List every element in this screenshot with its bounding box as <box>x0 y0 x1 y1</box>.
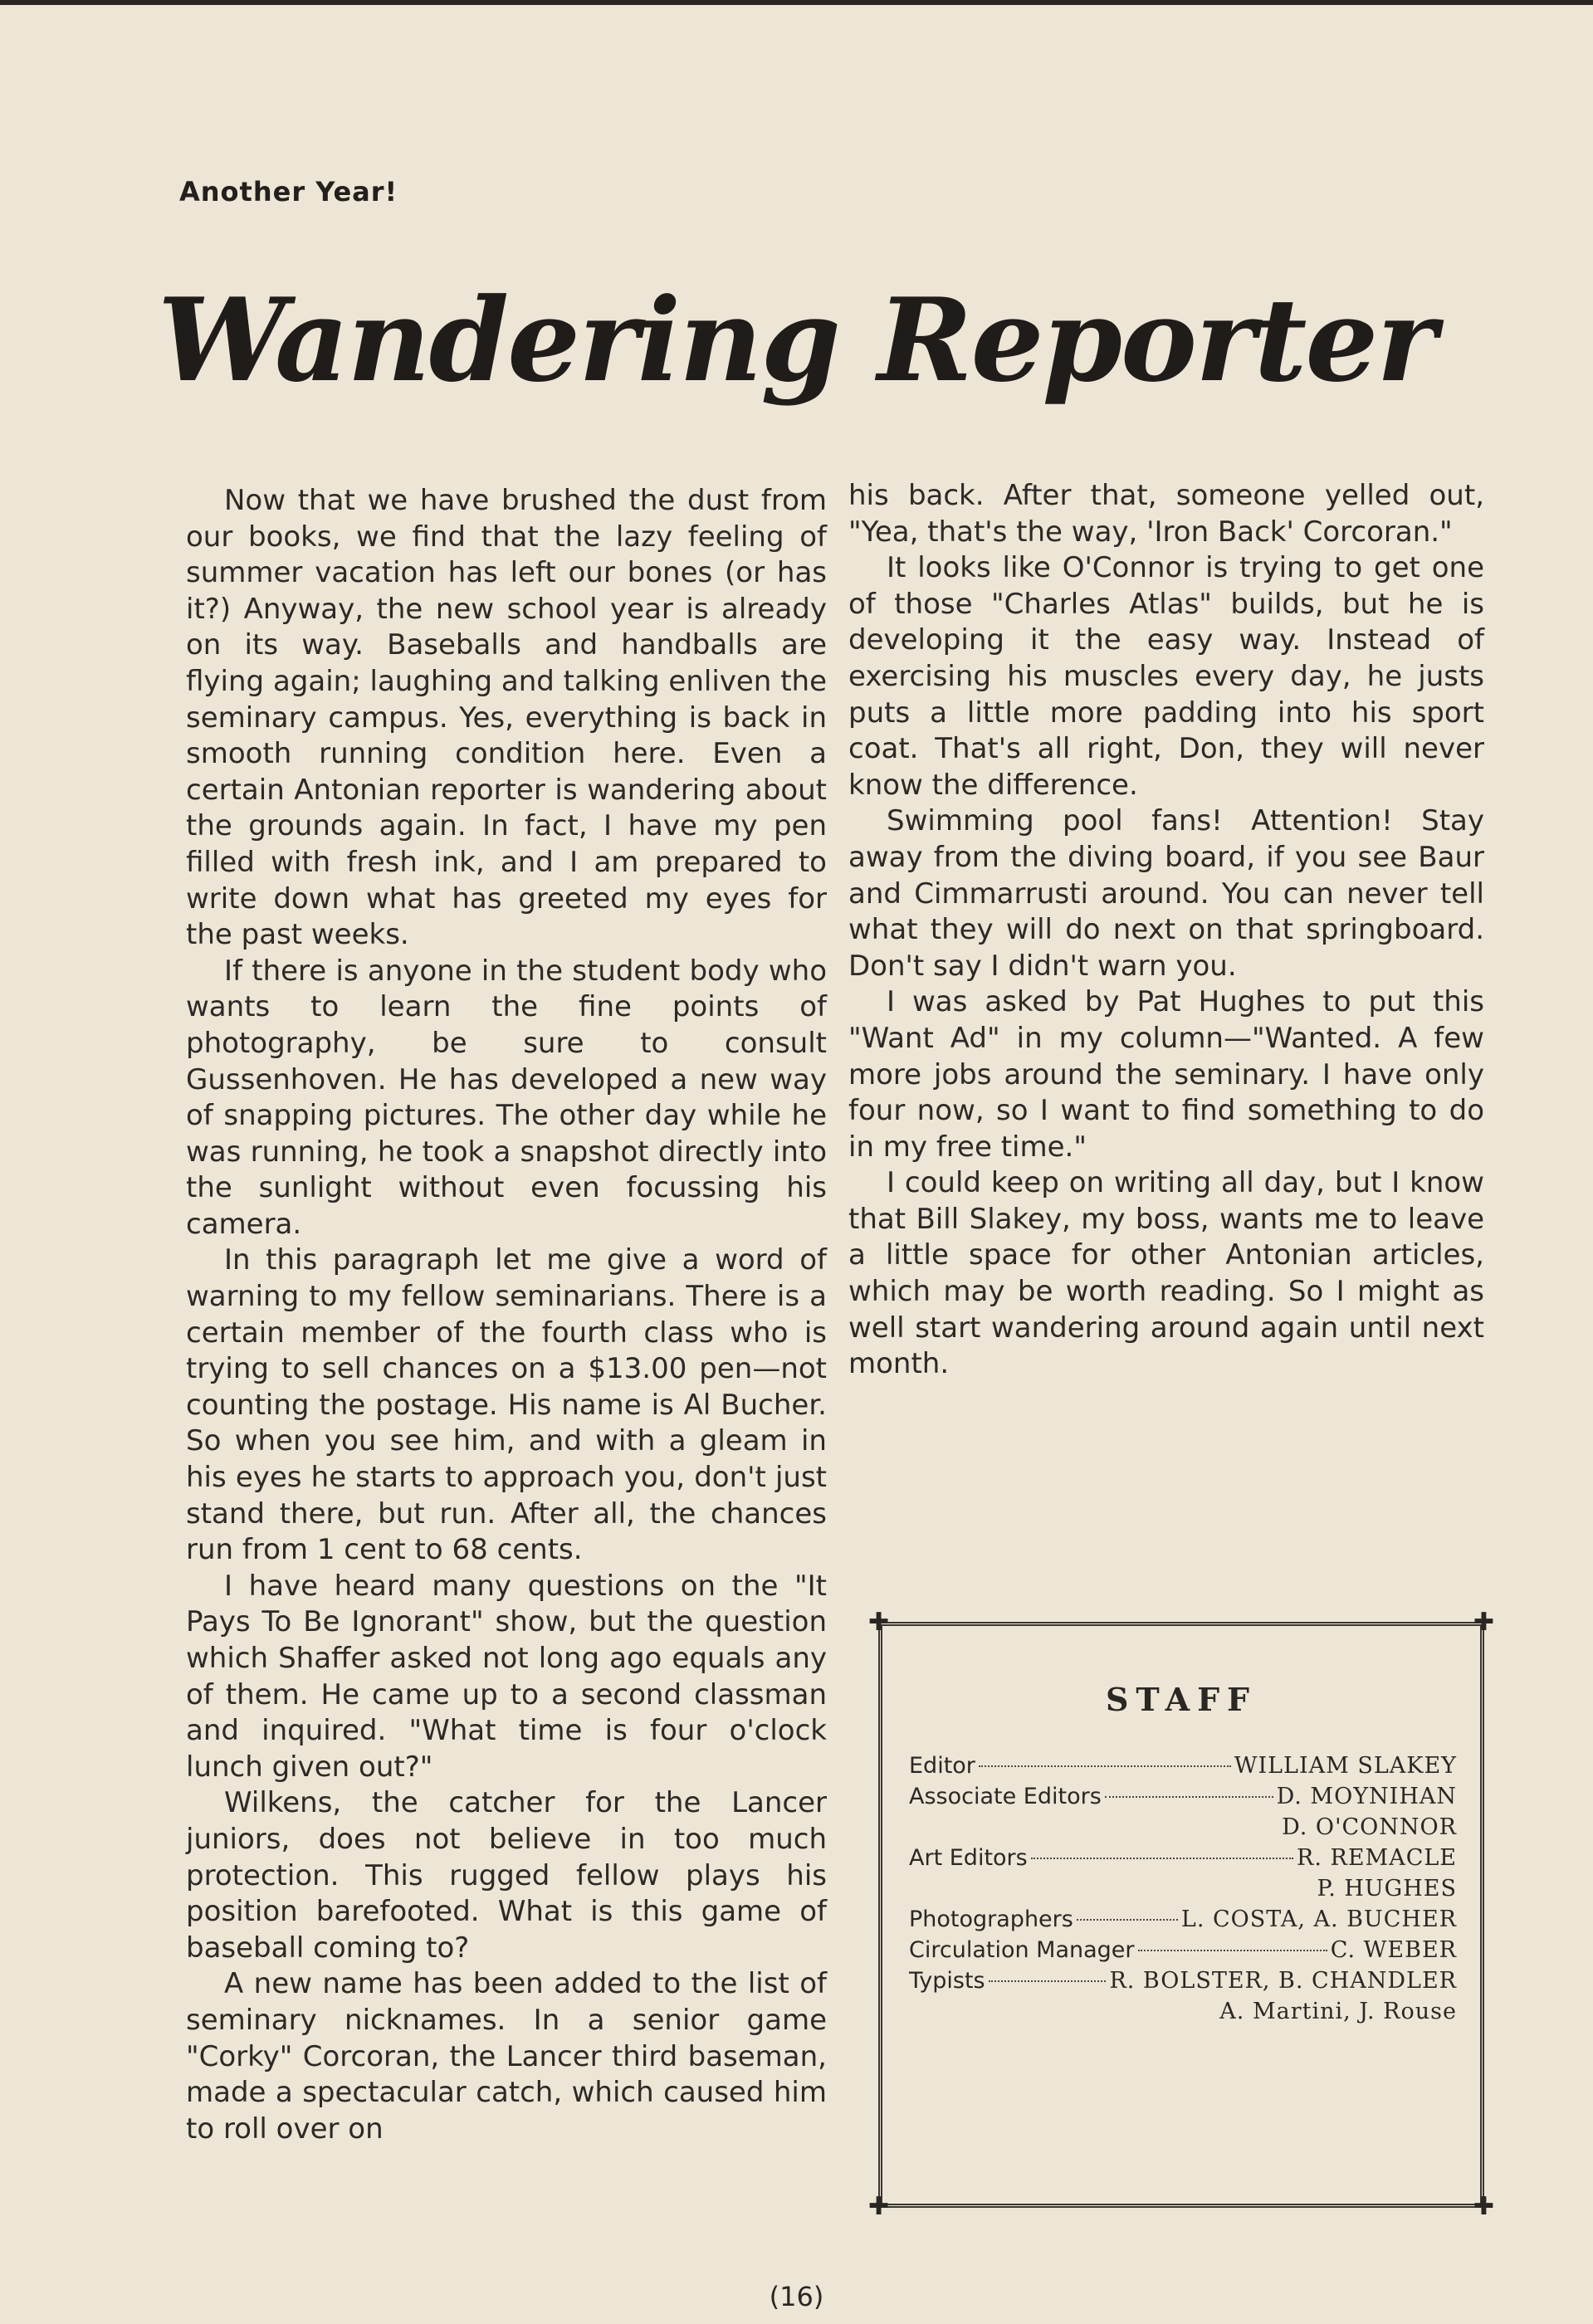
leader-dots <box>1077 1919 1178 1921</box>
staff-name: WILLIAM SLAKEY <box>1234 1753 1457 1779</box>
section-kicker: Another Year! <box>179 176 398 208</box>
staff-role: Typists <box>909 1968 985 1994</box>
staff-entry <box>909 1935 1457 1965</box>
staff-list <box>909 1750 1457 2027</box>
staff-entry <box>909 1750 1457 1781</box>
staff-role: Circulation Manager <box>909 1937 1135 1963</box>
article-paragraph: Wilkens, the catcher for the Lancer juniors, does not believe in too much protection. This rugged fellow plays his position barefooted. What is this game of baseball coming to? <box>186 1786 827 1965</box>
staff-entry <box>909 1843 1457 1904</box>
corner-ornament-icon: ✚ <box>1473 2192 1494 2221</box>
article-paragraph: I have heard many questions on the "It Pays To Be Ignorant" show, but the question which Shaffer asked not long ago equals any of them. He came up to a second classman and inquired. "What time is four o'clock lunch given out?" <box>186 1569 827 1784</box>
article-paragraph: Now that we have brushed the dust from our books, we find that the lazy feeling of summer vacation has left our bones (or has it?) Anyway, the new school year is already on its way. Baseballs and handballs are flying again; laughing and talking enliven the seminary campus. Yes, everything is back in smooth running condition here. Even a certain Antonian reporter is wandering about the grounds again. In fact, I have my pen filled with fresh ink, and I am prepared to write down what has greeted my eyes for the past weeks. <box>186 484 827 952</box>
article-left-column <box>186 483 827 2147</box>
staff-title: STAFF <box>1105 1681 1258 1718</box>
staff-name: D. MOYNIHAN <box>1276 1784 1457 1809</box>
staff-name-secondary: P. HUGHES <box>1317 1876 1457 1902</box>
staff-name: C. WEBER <box>1330 1937 1457 1963</box>
leader-dots <box>1031 1858 1293 1859</box>
staff-name: R. BOLSTER, B. CHANDLER <box>1109 1968 1457 1994</box>
page-number: (16) <box>769 2281 824 2312</box>
leader-dots <box>979 1765 1231 1767</box>
staff-name-secondary: D. O'CONNOR <box>1282 1814 1457 1840</box>
staff-role: Editor <box>909 1753 975 1779</box>
leader-dots <box>989 1980 1107 1982</box>
article-paragraph: In this paragraph let me give a word of warning to my fellow seminarians. There is a certain member of the fourth class who is trying to sell chances on a $13.00 pen—not counting the postage. His name is Al Bucher. So when you see him, and with a gleam in his eyes he starts to approach you, don't just stand there, but run. After all, the chances run from 1 cent to 68 cents. <box>186 1243 827 1567</box>
article-paragraph: Swimming pool fans! Attention! Stay away from the diving board, if you see Baur and Cimmarrusti around. You can never tell what they will do next on that springboard. Don't say I didn't warn you. <box>848 804 1484 983</box>
staff-name: R. REMACLE <box>1297 1845 1457 1871</box>
corner-ornament-icon: ✚ <box>1473 1608 1494 1637</box>
article-paragraph-continued: his back. After that, someone yelled out, "Yea, that's the way, 'Iron Back' Corcoran." <box>848 479 1484 549</box>
article-paragraph: I was asked by Pat Hughes to put this "Want Ad" in my column—"Wanted. A few more jobs around the seminary. I have only four now, so I want to find something to do in my free time." <box>848 985 1484 1164</box>
staff-entry <box>909 1904 1457 1935</box>
staff-role: Photographers <box>909 1907 1073 1932</box>
staff-box <box>868 1608 1494 2221</box>
staff-entry <box>909 1781 1457 1843</box>
staff-role: Associate Editors <box>909 1784 1102 1809</box>
staff-entry <box>909 1965 1457 2027</box>
corner-ornament-icon: ✚ <box>868 2192 890 2221</box>
leader-dots <box>1105 1796 1273 1798</box>
article-paragraph: A new name has been added to the list of seminary nicknames. In a senior game "Corky" Corcoran, the Lancer third baseman, made a spectacular catch, which caused him to roll over on <box>186 1967 827 2146</box>
page-top-rule <box>0 0 1593 5</box>
staff-role: Art Editors <box>909 1845 1028 1871</box>
article-paragraph: It looks like O'Connor is trying to get one of those "Charles Atlas" builds, but he is developing it the easy way. Instead of exercising his muscles every day, he justs puts a little more padding into his sport coat. That's all right, Don, they will never know the difference. <box>848 551 1484 802</box>
article-title: Wandering Reporter <box>157 272 1435 408</box>
staff-name-secondary: A. Martini, J. Rouse <box>1219 1999 1457 2024</box>
leader-dots <box>1138 1950 1327 1951</box>
corner-ornament-icon: ✚ <box>868 1608 890 1637</box>
article-right-column <box>848 478 1484 1383</box>
staff-name: L. COSTA, A. BUCHER <box>1180 1907 1457 1932</box>
article-paragraph: If there is anyone in the student body who wants to learn the fine points of photography, be sure to consult Gussenhoven. He has developed a new way of snapping pictures. The other day while he was running, he took a snapshot directly into the sunlight without even focussing his camera. <box>186 954 827 1241</box>
article-paragraph: I could keep on writing all day, but I know that Bill Slakey, my boss, wants me to leave a little space for other Antonian articles, which may be worth reading. So I might as well start wandering around again until next month. <box>848 1166 1484 1381</box>
